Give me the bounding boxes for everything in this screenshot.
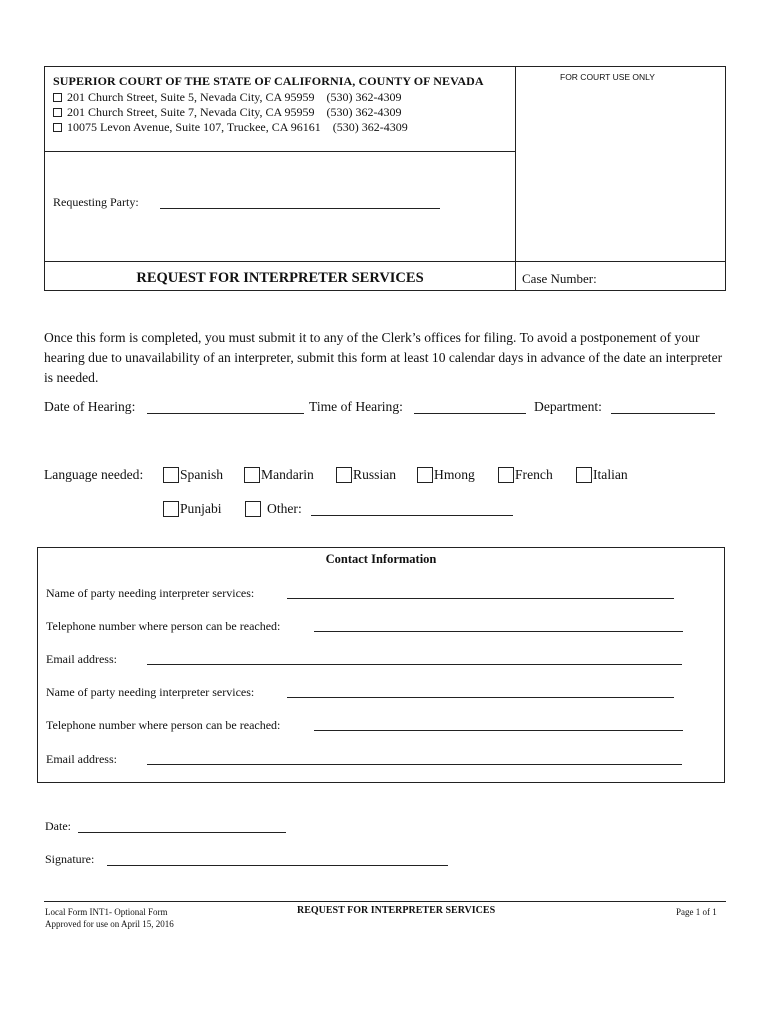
french-checkbox[interactable] <box>498 467 514 483</box>
address-text-3: 10075 Levon Avenue, Suite 107, Truckee, CA 96161 (530) 362-4309 <box>67 120 408 134</box>
address-checkbox-2[interactable] <box>53 108 62 117</box>
signature-field[interactable] <box>107 865 448 866</box>
other-label: Other: <box>267 501 302 516</box>
address-text-2: 201 Church Street, Suite 7, Nevada City, CA 95959 (530) 362-4309 <box>67 105 402 119</box>
address-checkbox-1[interactable] <box>53 93 62 102</box>
hmong-checkbox[interactable] <box>417 467 433 483</box>
italian-label: Italian <box>593 467 628 482</box>
russian-label: Russian <box>353 467 397 482</box>
footer-page-number: Page 1 of 1 <box>676 907 717 917</box>
telephone-field-1[interactable] <box>314 631 683 632</box>
address-option-3[interactable] <box>53 120 408 135</box>
party-name-label-2: Name of party needing interpreter services: <box>46 685 255 699</box>
contact-information-title: Contact Information <box>325 552 437 566</box>
italian-checkbox[interactable] <box>576 467 592 483</box>
mandarin-checkbox[interactable] <box>244 467 260 483</box>
email-field-1[interactable] <box>147 664 682 665</box>
time-of-hearing-field[interactable] <box>414 413 526 414</box>
case-number-label: Case Number: <box>522 271 597 286</box>
other-checkbox[interactable] <box>245 501 261 517</box>
date-label: Date: <box>45 819 71 833</box>
email-label-1: Email address: <box>46 652 117 666</box>
address-option-2[interactable] <box>53 105 402 120</box>
french-label: French <box>515 467 553 482</box>
signature-label: Signature: <box>45 852 95 866</box>
email-field-2[interactable] <box>147 764 682 765</box>
footer-form-id: Local Form INT1- Optional Form <box>45 907 168 917</box>
date-field[interactable] <box>78 832 286 833</box>
for-court-use-label: FOR COURT USE ONLY <box>560 72 655 82</box>
telephone-field-2[interactable] <box>314 730 683 731</box>
telephone-label-2: Telephone number where person can be reached: <box>46 718 281 732</box>
court-name: SUPERIOR COURT OF THE STATE OF CALIFORNIA, COUNTY OF NEVADA <box>53 74 484 88</box>
hmong-label: Hmong <box>434 467 475 482</box>
contact-information-box <box>37 547 725 783</box>
russian-checkbox[interactable] <box>336 467 352 483</box>
party-name-label-1: Name of party needing interpreter services: <box>46 586 255 600</box>
requesting-party-label: Requesting Party: <box>53 195 139 209</box>
date-of-hearing-label: Date of Hearing: <box>44 399 136 414</box>
footer-title: REQUEST FOR INTERPRETER SERVICES <box>297 905 496 916</box>
requesting-party-field[interactable] <box>160 208 440 209</box>
mandarin-label: Mandarin <box>261 467 314 482</box>
department-label: Department: <box>534 399 602 414</box>
party-name-field-1[interactable] <box>287 598 674 599</box>
punjabi-label: Punjabi <box>180 501 222 516</box>
language-needed-label: Language needed: <box>44 467 144 482</box>
instructions: Once this form is completed, you must submit it to any of the Clerk’s offices for filing. To avoid a postponement of your hearing due to unavailability of an interpreter, submit this form at least 10 calendar days in advance of the date an interpreter is needed. <box>44 330 723 385</box>
telephone-label-1: Telephone number where person can be reached: <box>46 619 281 633</box>
punjabi-checkbox[interactable] <box>163 501 179 517</box>
department-field[interactable] <box>611 413 715 414</box>
spanish-label: Spanish <box>180 467 224 482</box>
time-of-hearing-label: Time of Hearing: <box>309 399 403 414</box>
party-name-field-2[interactable] <box>287 697 674 698</box>
address-checkbox-3[interactable] <box>53 123 62 132</box>
address-text-1: 201 Church Street, Suite 5, Nevada City, CA 95959 (530) 362-4309 <box>67 90 402 104</box>
footer-rule <box>44 901 726 902</box>
footer-approved: Approved for use on April 15, 2016 <box>45 919 174 929</box>
date-of-hearing-field[interactable] <box>147 413 304 414</box>
other-language-field[interactable] <box>311 515 513 516</box>
email-label-2: Email address: <box>46 752 117 766</box>
form-title: REQUEST FOR INTERPRETER SERVICES <box>136 270 424 286</box>
spanish-checkbox[interactable] <box>163 467 179 483</box>
address-option-1[interactable] <box>53 90 402 105</box>
